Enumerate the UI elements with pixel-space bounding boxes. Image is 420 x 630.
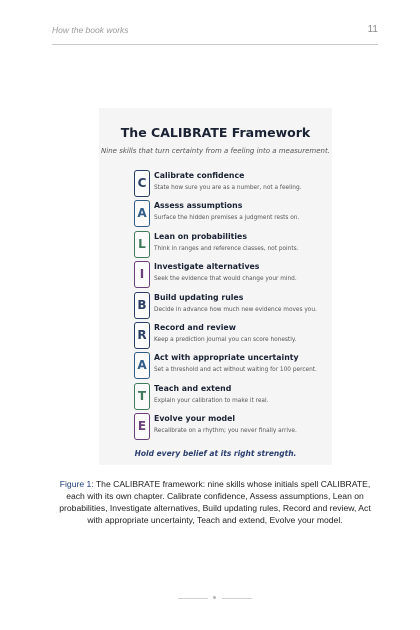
skill-name: Build updating rules [154,292,244,302]
skill-initial-letter: T [134,383,150,410]
skill-initial-letter: A [134,352,150,379]
skill-name: Investigate alternatives [154,262,260,272]
skill-initial-letter: C [134,170,150,197]
skill-description: Explain your calibration to make it real. [154,397,269,404]
running-head-title: How the book works [52,25,129,35]
skill-description: Seek the evidence that would change your mind. [154,276,297,283]
figure-caption [52,478,378,526]
skill-description: Set a threshold and act without waiting for 100 percent. [154,367,317,374]
footer-dot [213,596,216,599]
skill-description: Surface the hidden premises a judgment rests on. [154,215,300,222]
figure-caption-label: Figure 1: [59,479,94,489]
skill-name: Lean on probabilities [154,231,247,241]
skill-initial-letter: A [134,200,150,227]
skill-description: Recalibrate on a rhythm; you never finally arrive. [154,428,297,435]
skill-description: Decide in advance how much new evidence moves you. [154,306,317,313]
skill-row [134,292,329,319]
page-number: 11 [367,24,378,35]
footer-rule-left [178,598,208,599]
skill-row [134,261,329,288]
skill-row [134,200,329,227]
skill-row [134,383,329,410]
footer-ornament [0,594,420,604]
skill-initial-letter: I [134,261,150,288]
skill-initial-letter: E [134,413,150,440]
calibrate-framework-figure [99,108,332,465]
skill-row [134,231,329,258]
skill-row [134,413,329,440]
figure-tagline: Hold every belief at its right strength. [134,449,297,458]
skill-name: Record and review [154,323,236,332]
skill-name: Act with appropriate uncertainty [154,353,299,363]
running-head [52,24,378,45]
skill-description: Keep a prediction journal you can score honestly. [154,337,297,343]
skill-name: Evolve your model [154,414,236,424]
footer-rule-right [222,598,252,599]
skill-description: State how sure you are as a number, not a feeling. [154,185,302,191]
skill-name: Teach and extend [154,383,232,393]
skill-initial-letter: L [134,231,150,258]
skill-name: Assess assumptions [154,201,243,211]
skill-row [134,170,329,197]
skill-description: Think in ranges and reference classes, not points. [154,245,299,252]
figure-title: The CALIBRATE Framework [120,125,311,140]
skill-row [134,322,329,349]
figure-caption-text: The CALIBRATE framework: nine skills whose initials spell CALIBRATE, each with its own chapter. Calibrate confidence, Assess assumptions, Lean on probabilities, Investigate alternatives, Build updating rules, Record and review, Act with appropriate uncertainty, Teach and extend, Evolve your model. [59,479,371,525]
skill-row [134,352,329,379]
skill-name: Calibrate confidence [154,171,245,180]
figure-subtitle: Nine skills that turn certainty from a feeling into a measurement. [101,147,330,155]
skill-initial-letter: B [134,292,150,319]
skill-initial-letter: R [134,322,150,349]
